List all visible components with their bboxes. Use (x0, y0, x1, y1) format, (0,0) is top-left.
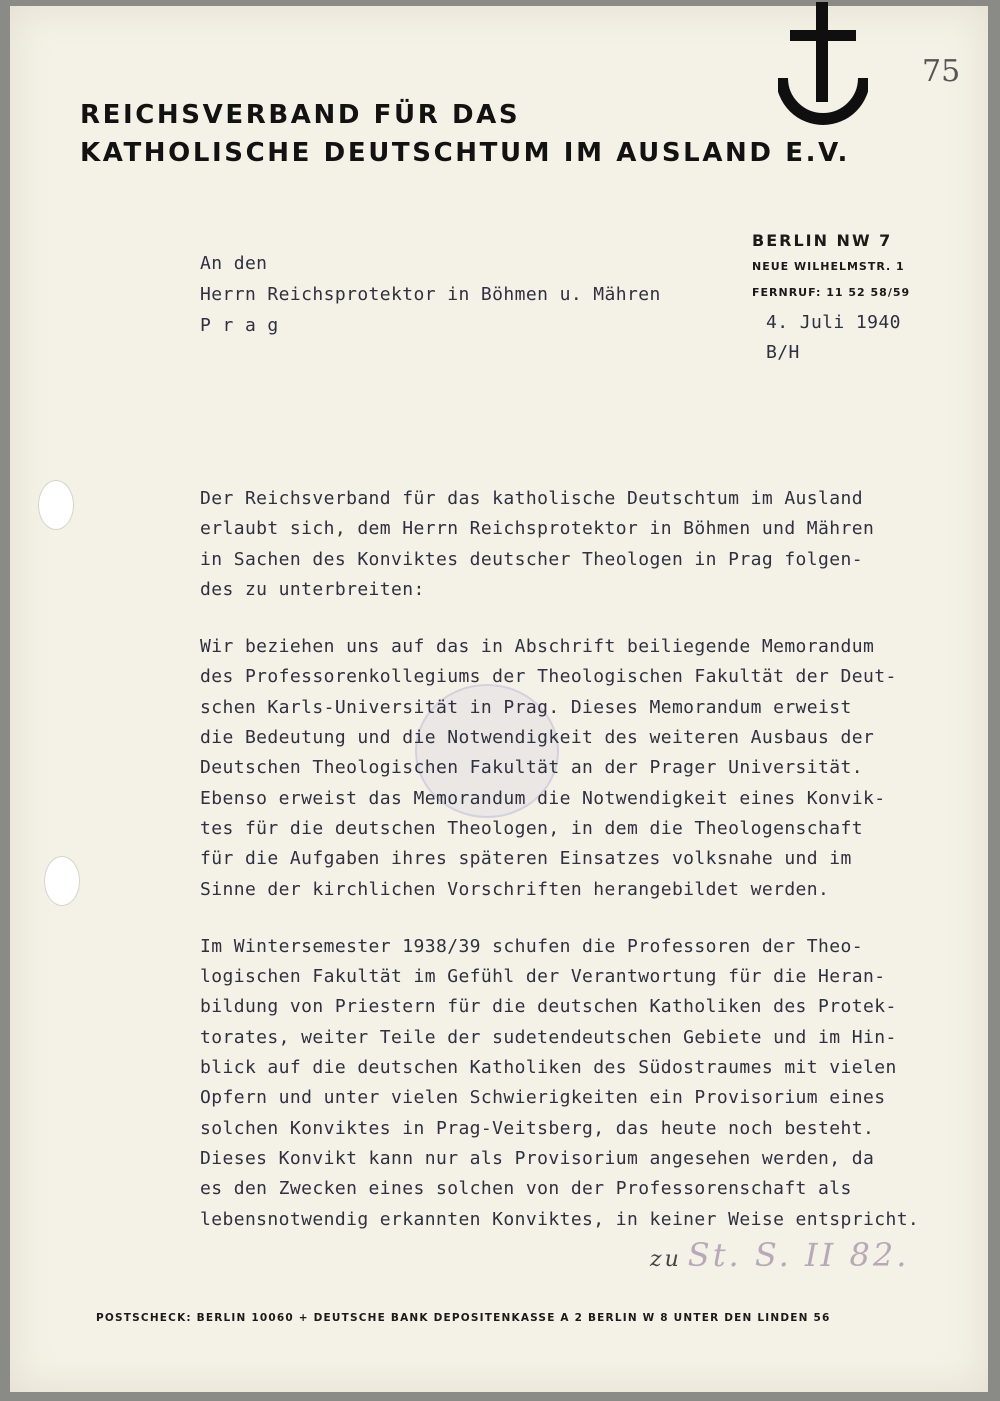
body-line: Der Reichsverband für das katholische Deutschtum im Ausland (200, 488, 863, 509)
page-number: 75 (922, 54, 961, 89)
reference-code: B/H (766, 342, 800, 363)
paragraph (200, 632, 970, 905)
body-line: bildung von Priestern für die deutschen Katholiken des Protek- (200, 996, 897, 1018)
paragraph (200, 484, 970, 605)
date-block (766, 308, 901, 368)
sender-street: NEUE WILHELMSTR. 1 (752, 260, 905, 273)
footer-bank-details: POSTSCHECK: BERLIN 10060 + DEUTSCHE BANK DEPOSITENKASSE A 2 BERLIN W 8 UNTER DEN LINDEN 56 (96, 1312, 831, 1324)
body-line: die Bedeutung und die Notwendigkeit des weiteren Ausbaus der (200, 727, 875, 749)
body-line: Sinne der kirchlichen Vorschriften herangebildet werden. (200, 878, 830, 900)
punch-hole-bottom (44, 856, 80, 906)
letter-date: 4. Juli 1940 (766, 312, 901, 333)
body-line: Ebenso erweist das Memorandum die Notwendigkeit eines Konvik- (200, 787, 886, 809)
letterhead-title (80, 96, 850, 172)
body-line: schen Karls-Universität in Prag. Dieses Memorandum erweist (200, 696, 852, 718)
letterhead-line-2: KATHOLISCHE DEUTSCHTUM IM AUSLAND E.V. (80, 138, 850, 168)
body-line: für die Aufgaben ihres späteren Einsatzes volksnahe und im (200, 848, 852, 870)
body-line: torates, weiter Teile der sudetendeutschen Gebiete und im Hin- (200, 1026, 897, 1048)
sender-address (752, 228, 910, 306)
body-line: Im Wintersemester 1938/39 schufen die Professoren der Theo- (200, 935, 863, 957)
annotation-stamp-text: St. S. II 82. (687, 1236, 910, 1274)
body-line: lebensnotwendig erkannten Konviktes, in keiner Weise entspricht. (200, 1208, 920, 1230)
body-line: es den Zwecken eines solchen von der Professorenschaft als (200, 1178, 852, 1200)
sender-city: BERLIN NW 7 (752, 231, 893, 250)
annotation-prefix: zu (650, 1247, 682, 1272)
recipient-block (200, 248, 661, 341)
paragraph (200, 932, 970, 1235)
body-line: in Sachen des Konviktes deutscher Theologen in Prag folgen- (200, 548, 863, 570)
body-line: Dieses Konvikt kann nur als Provisorium angesehen werden, da (200, 1147, 875, 1169)
body-line: erlaubt sich, dem Herrn Reichsprotektor in Böhmen und Mähren (200, 518, 875, 540)
body-line: Deutschen Theologischen Fakultät an der Prager Universität. (200, 757, 863, 779)
body-line: logischen Fakultät im Gefühl der Verantwortung für die Heran- (200, 966, 886, 988)
sender-phone: FERNRUF: 11 52 58/59 (752, 286, 911, 299)
punch-hole-top (38, 480, 74, 530)
recipient-line-1: An den (200, 253, 268, 274)
body-line: blick auf die deutschen Katholiken des Südostraumes mit vielen (200, 1057, 897, 1079)
body-line: Opfern und unter vielen Schwierigkeiten ein Provisorium eines (200, 1087, 886, 1109)
body-line: solchen Konviktes in Prag-Veitsberg, das heute noch besteht. (200, 1117, 875, 1139)
handwritten-annotation (650, 1236, 909, 1274)
letter-body (200, 484, 970, 1262)
letterhead-line-1: REICHSVERBAND FÜR DAS (80, 100, 521, 130)
body-line: des Professorenkollegiums der Theologischen Fakultät der Deut- (200, 666, 897, 688)
body-line: des zu unterbreiten: (200, 578, 425, 600)
body-line: tes für die deutschen Theologen, in dem die Theologenschaft (200, 817, 863, 839)
recipient-line-3: P r a g (200, 315, 279, 336)
recipient-line-2: Herrn Reichsprotektor in Böhmen u. Mähren (200, 284, 661, 305)
body-line: Wir beziehen uns auf das in Abschrift beiliegende Memorandum (200, 636, 875, 658)
